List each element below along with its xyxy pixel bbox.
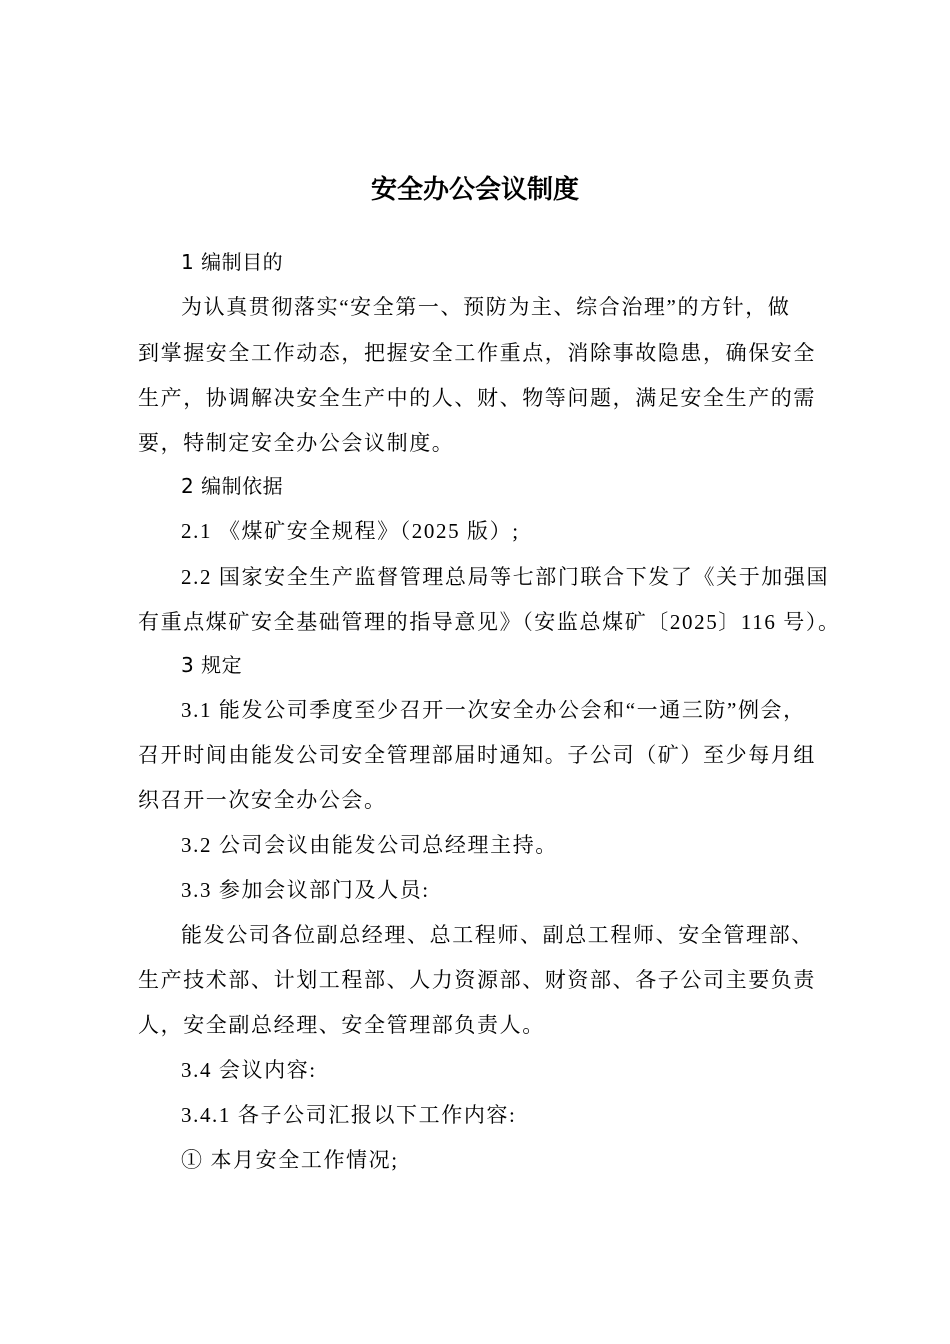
paragraph-line: 3.4.1 各子公司汇报以下工作内容: [181, 1103, 517, 1127]
section-heading-3: 3 规定 [181, 653, 243, 677]
document-title: 安全办公会议制度 [370, 175, 579, 205]
paragraph-line: 织召开一次安全办公会。 [138, 788, 387, 812]
paragraph-line: 2.1 《煤矿安全规程》（2025 版）; [181, 519, 520, 543]
paragraph-line: 3.3 参加会议部门及人员: [181, 878, 430, 902]
paragraph-line: 有重点煤矿安全基础管理的指导意见》（安监总煤矿〔2025〕116 号）。 [138, 610, 841, 634]
paragraph-line: 召开时间由能发公司安全管理部届时通知。子公司（矿）至少每月组 [138, 743, 816, 767]
paragraph-line: 3.4 会议内容: [181, 1058, 317, 1082]
paragraph-line: 人，安全副总经理、安全管理部负责人。 [138, 1013, 545, 1037]
section-heading-1: 1 编制目的 [181, 250, 284, 274]
paragraph-line: 为认真贯彻落实“安全第一、预防为主、综合治理”的方针，做 [181, 295, 791, 319]
paragraph-line: 3.1 能发公司季度至少召开一次安全办公会和“一通三防”例会， [181, 698, 806, 722]
paragraph-line: 要，特制定安全办公会议制度。 [138, 431, 455, 455]
paragraph-line: ① 本月安全工作情况; [181, 1148, 399, 1172]
paragraph-line: 生产，协调解决安全生产中的人、财、物等问题，满足安全生产的需 [138, 386, 816, 410]
paragraph-line: 2.2 国家安全生产监督管理总局等七部门联合下发了《关于加强国 [181, 565, 830, 589]
section-heading-2: 2 编制依据 [181, 474, 284, 498]
paragraph-line: 3.2 公司会议由能发公司总经理主持。 [181, 833, 558, 857]
paragraph-line: 到掌握安全工作动态，把握安全工作重点，消除事故隐患，确保安全 [138, 341, 816, 365]
paragraph-line: 生产技术部、计划工程部、人力资源部、财资部、各子公司主要负责 [138, 968, 816, 992]
paragraph-line: 能发公司各位副总经理、总工程师、副总工程师、安全管理部、 [181, 923, 814, 947]
